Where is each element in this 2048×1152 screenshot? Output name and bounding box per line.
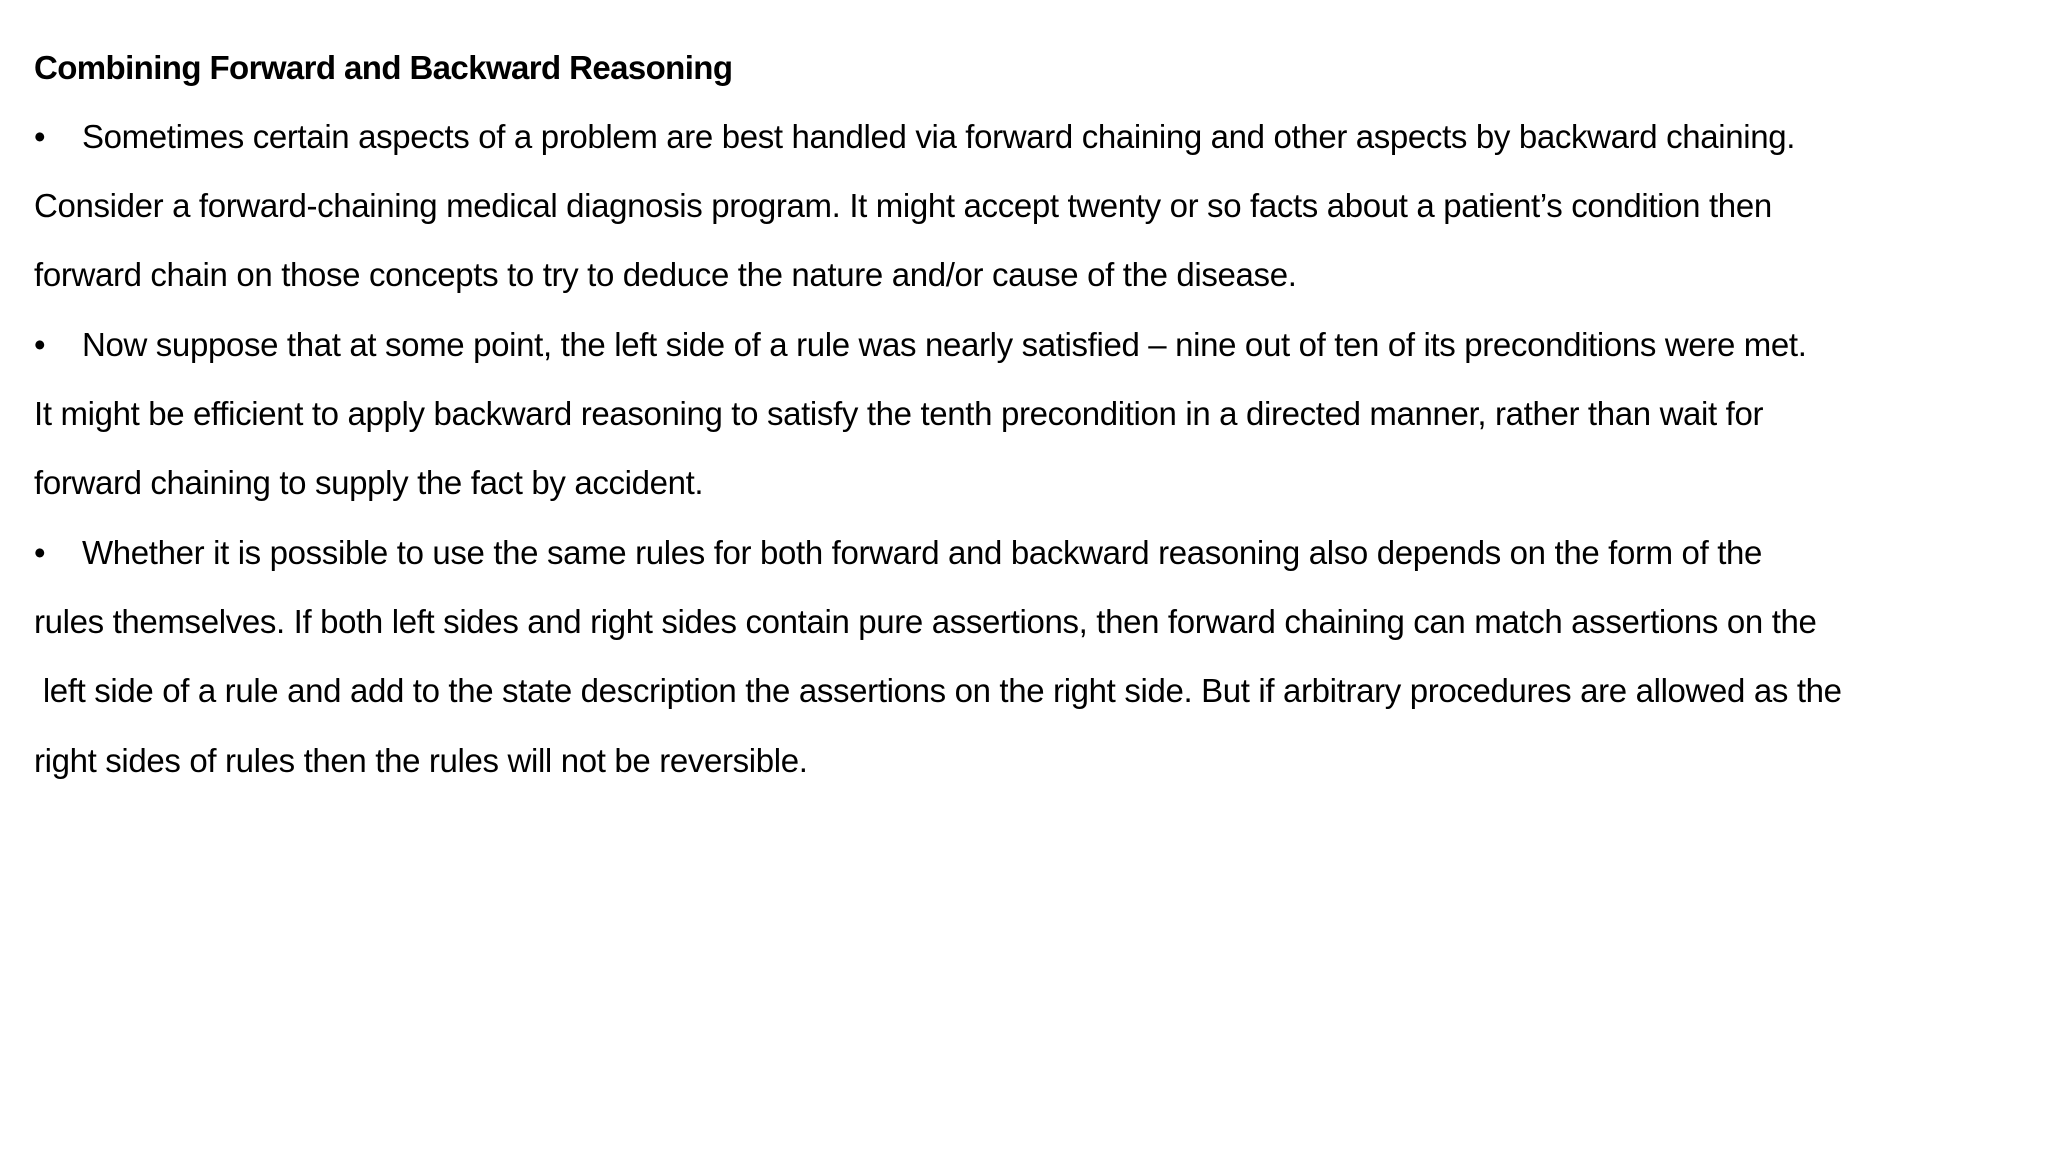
slide-title: Combining Forward and Backward Reasoning (34, 49, 733, 86)
bullet-icon: • (34, 118, 46, 155)
paragraph-1-line-2: Consider a forward-chaining medical diagnosis program. It might accept twenty or so facts about a patient’s condition then (34, 187, 1772, 224)
paragraph-3-text-start: Whether it is possible to use the same rules for both forward and backward reasoning also depends on the form of the (82, 534, 1763, 571)
paragraph-2-line-2: It might be efficient to apply backward reasoning to satisfy the tenth precondition in a directed manner, rather than wait for (34, 395, 1764, 432)
paragraph-3-line-2: rules themselves. If both left sides and right sides contain pure assertions, then forward chaining can match assertions on the (34, 603, 1817, 640)
paragraph-3-line-4: right sides of rules then the rules will not be reversible. (34, 742, 808, 779)
paragraph-2-line-3: forward chaining to supply the fact by accident. (34, 464, 704, 501)
paragraph-1-first-line (34, 117, 1795, 157)
paragraph-1-line-3: forward chain on those concepts to try to deduce the nature and/or cause of the disease. (34, 256, 1297, 293)
bullet-icon: • (34, 534, 46, 571)
paragraph-2-text-start: Now suppose that at some point, the left side of a rule was nearly satisfied – nine out of ten of its preconditions were met. (82, 326, 1807, 363)
bullet-icon: • (34, 326, 46, 363)
paragraph-1-text-start: Sometimes certain aspects of a problem are best handled via forward chaining and other aspects by backward chaining. (82, 118, 1796, 155)
paragraph-3-first-line (34, 533, 1762, 573)
paragraph-2-first-line (34, 325, 1807, 365)
paragraph-3-line-3: left side of a rule and add to the state description the assertions on the right side. But if arbitrary procedures are allowed as the (34, 672, 1842, 709)
